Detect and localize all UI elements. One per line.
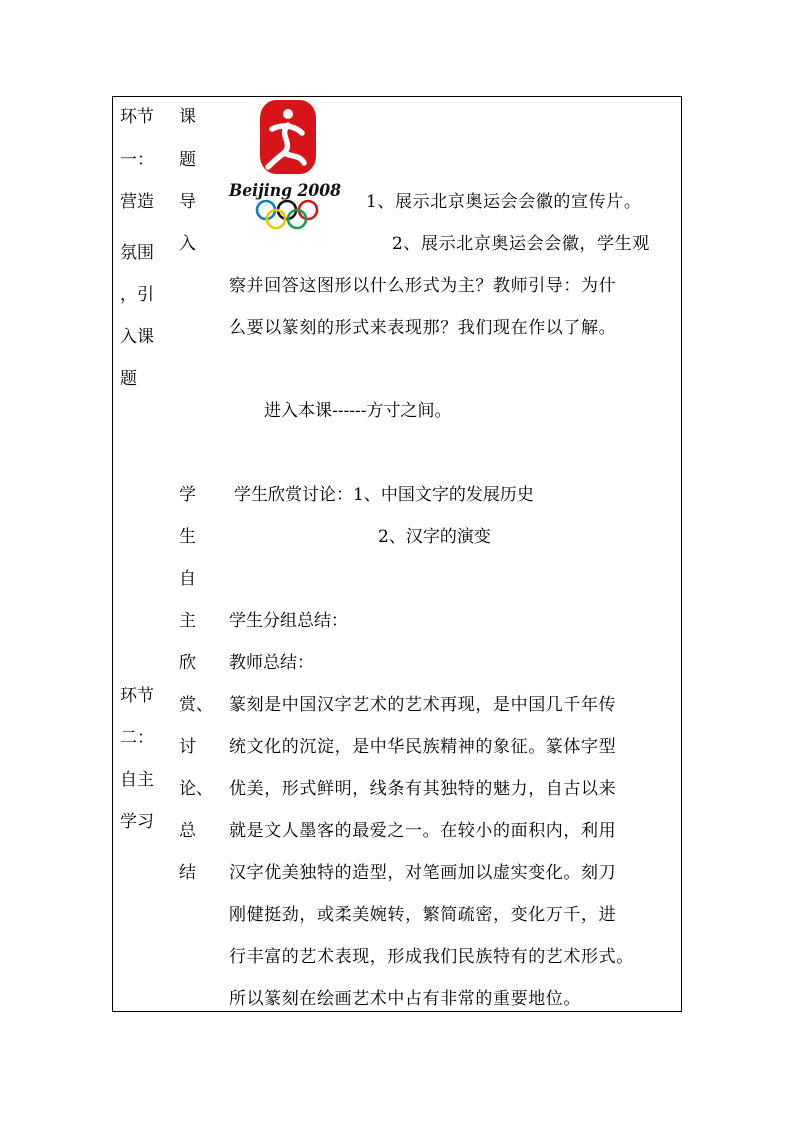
stage2-line-4: 学习 [120, 812, 154, 832]
activity1-char-1: 课 [179, 107, 196, 127]
stage2-line-1: 环节 [120, 686, 154, 706]
activity1-char-3: 导 [179, 192, 196, 212]
activity2-char-4: 主 [179, 611, 196, 631]
summary-paragraph-line-7: 行丰富的艺术表现，形成我们民族特有的艺术形式。 [229, 947, 634, 967]
group-summary-label: 学生分组总结： [229, 611, 348, 631]
activity2-char-9: 总 [179, 821, 196, 841]
discussion-line-1: 学生欣赏讨论：1、中国文字的发展历史 [234, 485, 534, 505]
stage1-line-4: 氛围 [120, 243, 154, 263]
summary-paragraph-line-4: 就是文人墨客的最爱之一。在较小的面积内，利用 [229, 821, 617, 841]
teacher-summary-label: 教师总结： [229, 653, 314, 673]
activity2-char-2: 生 [179, 527, 196, 547]
summary-paragraph-line-6: 刚健挺劲，或柔美婉转，繁简疏密，变化万千，进 [229, 905, 617, 925]
activity2-char-6: 赏、 [179, 695, 213, 715]
stage1-line-2: 一： [120, 150, 154, 170]
activity2-char-5: 欣 [179, 653, 196, 673]
stage1-line-3: 营造 [120, 192, 154, 212]
stage2-line-3: 自主 [120, 770, 154, 790]
beijing-2008-emblem [226, 97, 344, 233]
summary-paragraph-line-2: 统文化的沉淀，是中华民族精神的象征。篆体字型 [229, 737, 617, 757]
stage1-line-6: 入课 [120, 327, 154, 347]
intro-item-2-line-3: 么要以篆刻的形式来表现那？我们现在作以了解。 [229, 318, 617, 338]
summary-paragraph-line-8: 所以篆刻在绘画艺术中占有非常的重要地位。 [229, 989, 581, 1009]
activity2-char-3: 自 [179, 569, 196, 589]
intro-item-1: 1、展示北京奥运会会徽的宣传片。 [366, 192, 642, 212]
stage2-line-2: 二： [120, 728, 154, 748]
stage1-line-7: 题 [120, 369, 137, 389]
activity2-char-7: 讨 [179, 737, 196, 757]
discussion-line-2: 2、汉字的演变 [378, 527, 491, 547]
activity2-char-1: 学 [179, 485, 196, 505]
stage1-line-5: ，引 [120, 285, 154, 305]
intro-item-2-line-2: 察并回答这图形以什么形式为主？教师引导：为什 [229, 276, 617, 296]
stage1-line-1: 环节 [120, 107, 154, 127]
olympic-rings [257, 201, 317, 228]
intro-item-2-line-1: 2、展示北京奥运会会徽，学生观 [392, 234, 650, 254]
summary-paragraph-line-3: 优美，形式鲜明，线条有其独特的魅力，自古以来 [229, 779, 617, 799]
emblem-caption: Beijing 2008 [228, 181, 342, 201]
activity1-char-2: 题 [179, 150, 196, 170]
enter-lesson-text: 进入本课------方寸之间。 [264, 401, 452, 421]
activity2-char-10: 结 [179, 863, 196, 883]
summary-paragraph-line-1: 篆刻是中国汉字艺术的艺术再现，是中国几千年传 [229, 695, 617, 715]
activity2-char-8: 论、 [179, 779, 213, 799]
activity1-char-4: 入 [179, 234, 196, 254]
summary-paragraph-line-5: 汉字优美独特的造型，对笔画加以虚实变化。刻刀 [229, 863, 617, 883]
